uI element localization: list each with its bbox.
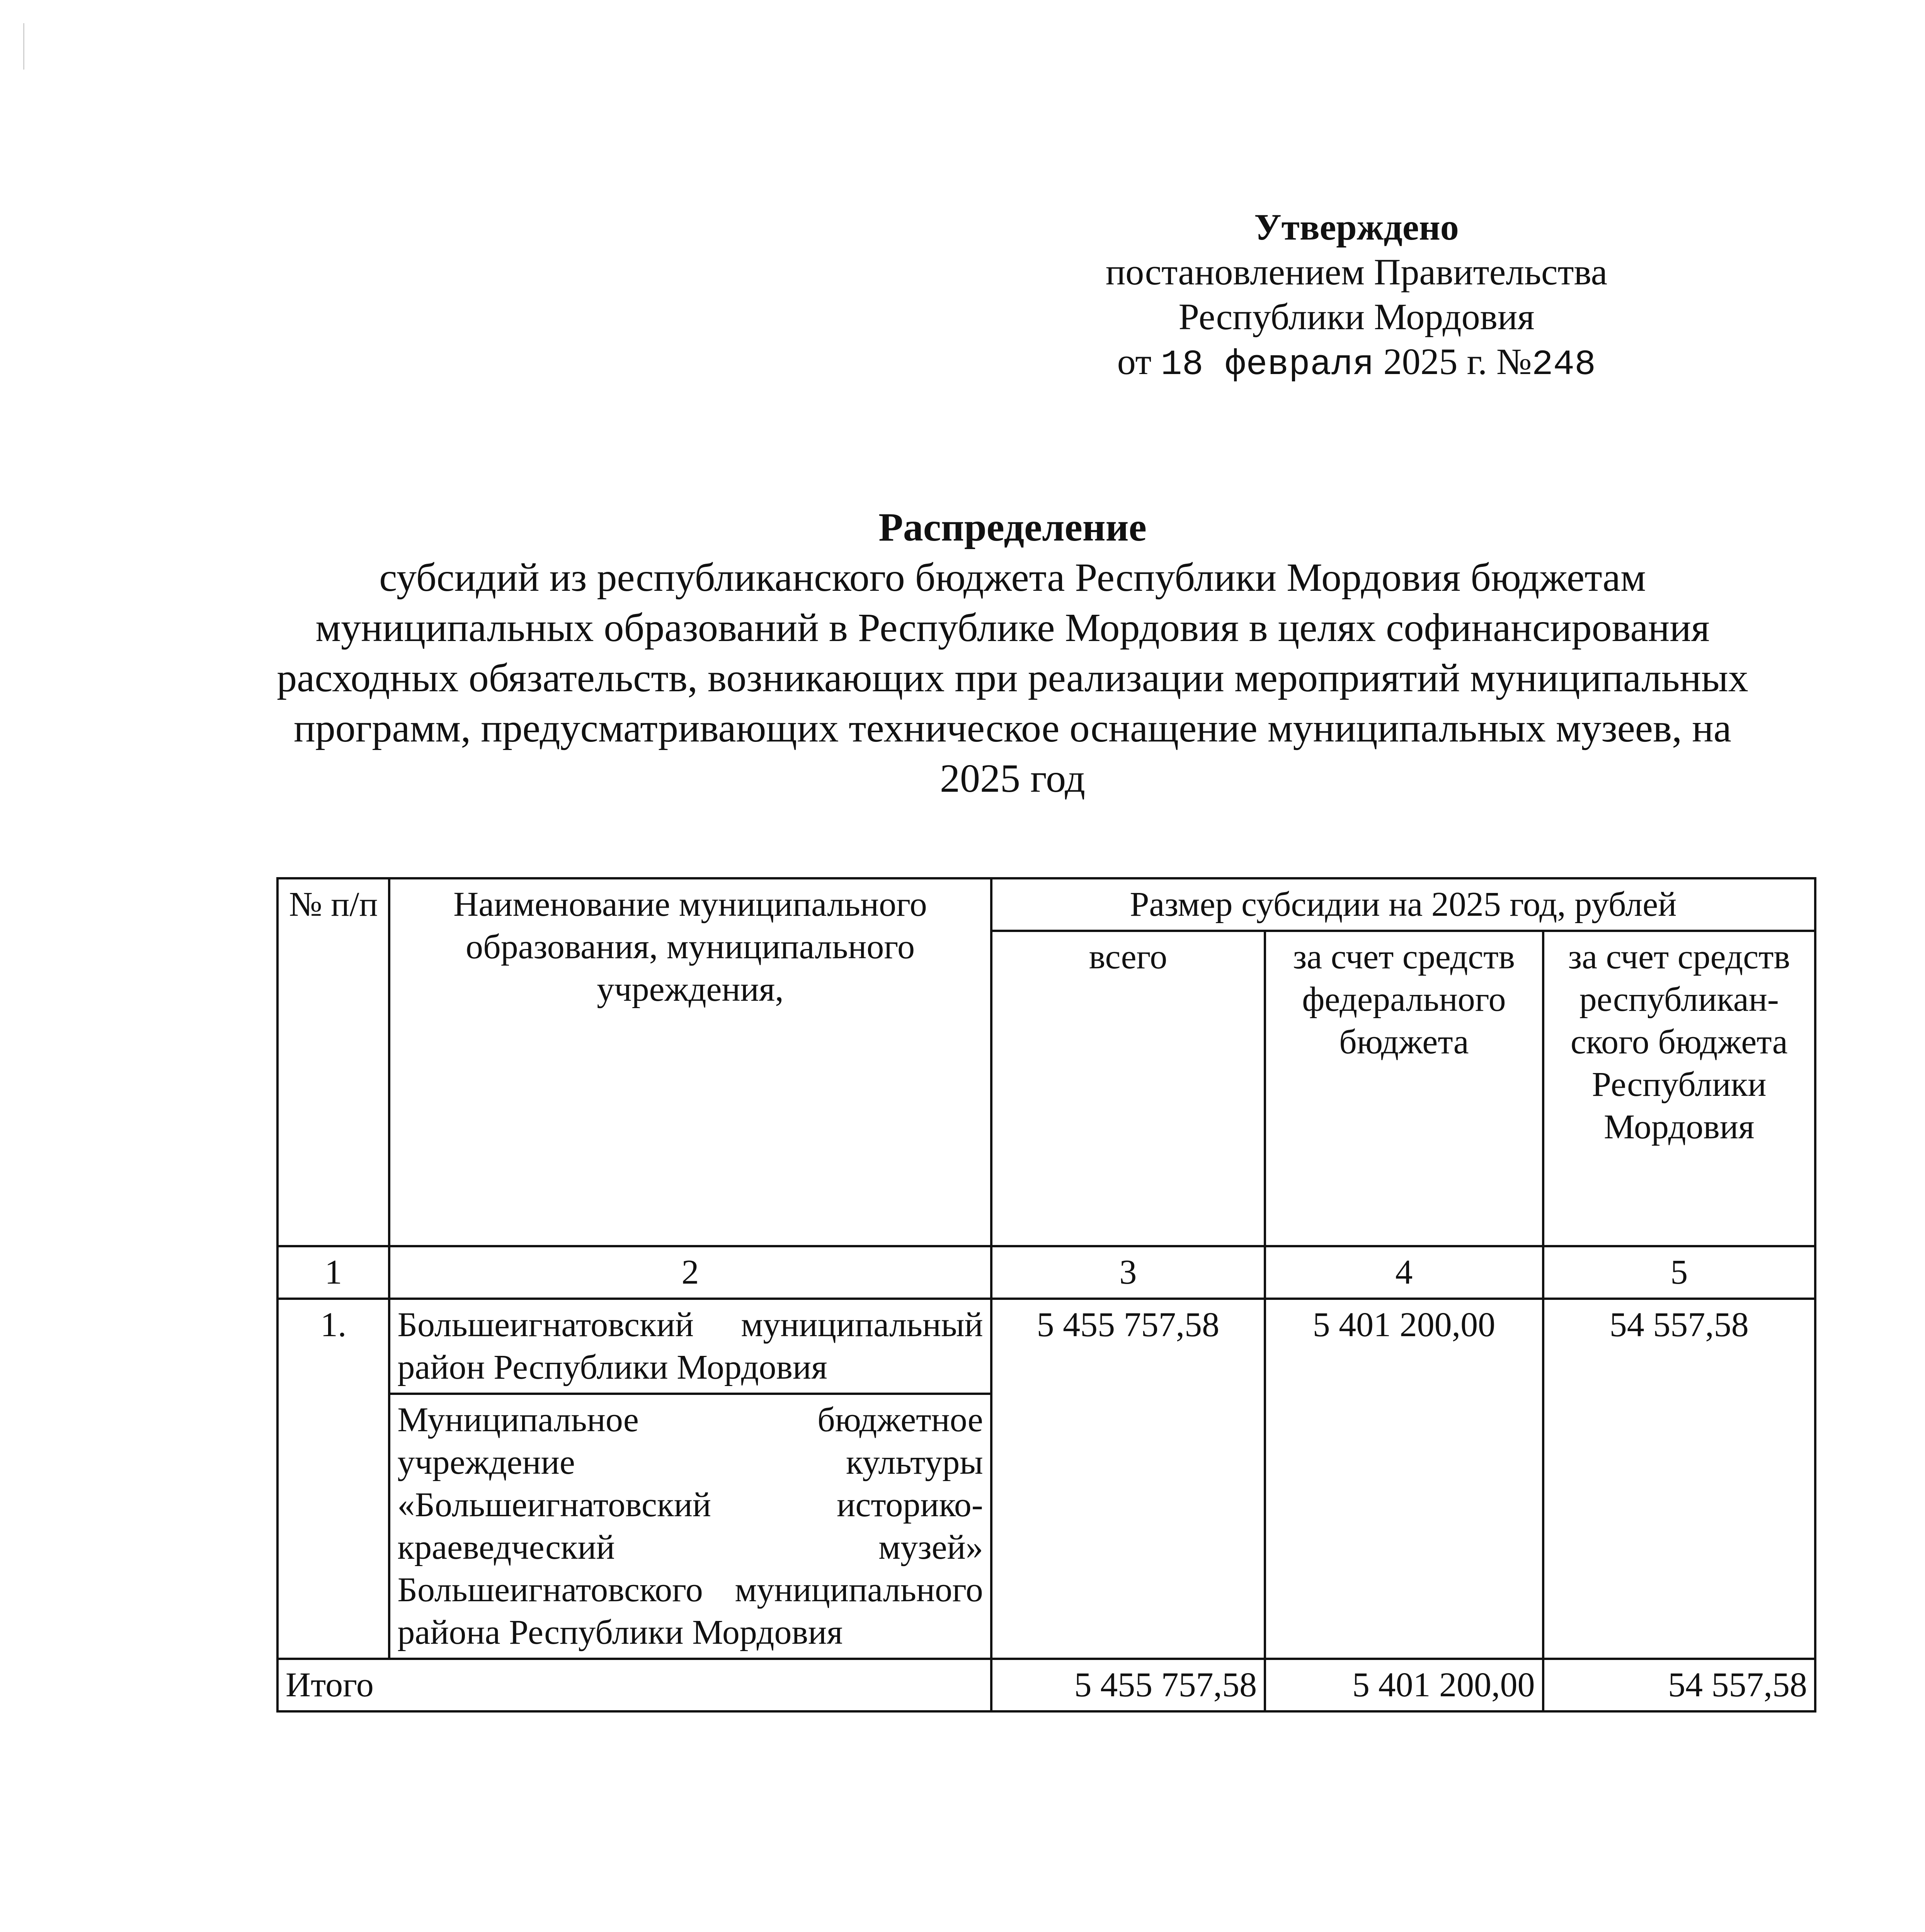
header-row <box>277 878 1815 931</box>
document-number: 248 <box>1532 344 1596 385</box>
column-number: 5 <box>1543 1246 1815 1299</box>
row-federal: 5 401 200,00 <box>1265 1299 1543 1659</box>
table-row <box>277 1299 1815 1394</box>
institution-name: Муниципальное бюджетное учреждение культуры «Большеигнатовский историко-краеведческий музей» Большеигнатовского муниципального района Республики Мордовия <box>389 1394 991 1659</box>
row-republic: 54 557,58 <box>1543 1299 1815 1659</box>
row-number: 1. <box>277 1299 389 1659</box>
scan-artifact-line <box>23 23 24 70</box>
district-name: Большеигнатовский муниципальный район Республики Мордовия <box>389 1299 991 1394</box>
totals-row <box>277 1659 1815 1711</box>
approval-block <box>989 205 1724 387</box>
header-republic: за счет средств республикан-ского бюджета Республики Мордовия <box>1543 931 1815 1246</box>
date-prefix: от <box>1117 341 1152 382</box>
header-name: Наименование муниципального образования, муниципального учреждения, <box>389 878 991 1246</box>
approval-title: Утверждено <box>1254 206 1459 248</box>
heading-text: субсидий из республиканского бюджета Республики Мордовия бюджетам муниципальных образований в Республике Мордовия в целях софинансирования расходных обязательств, возникающих при реализации мероприятий муниципальных программ, предусматривающих техническое оснащение муниципальных музеев, на 2025 год <box>277 555 1748 801</box>
header-federal: за счет средств федерального бюджета <box>1265 931 1543 1246</box>
header-subsidy-size: Размер субсидии на 2025 год, рублей <box>991 878 1815 931</box>
approval-line-2: Республики Мордовия <box>1178 296 1535 337</box>
approval-date-line <box>989 339 1724 387</box>
header-number: № п/п <box>277 878 389 1246</box>
header-total: всего <box>991 931 1265 1246</box>
totals-label: Итого <box>277 1659 991 1711</box>
column-number-row <box>277 1246 1815 1299</box>
document-heading <box>271 502 1755 804</box>
column-number: 2 <box>389 1246 991 1299</box>
row-total: 5 455 757,58 <box>991 1299 1265 1659</box>
column-number: 4 <box>1265 1246 1543 1299</box>
totals-federal: 5 401 200,00 <box>1265 1659 1543 1711</box>
year-number-label: 2025 г. № <box>1383 341 1532 382</box>
totals-total: 5 455 757,58 <box>991 1659 1265 1711</box>
column-number: 1 <box>277 1246 389 1299</box>
column-number: 3 <box>991 1246 1265 1299</box>
heading-title: Распределение <box>878 505 1147 549</box>
subsidy-table <box>276 877 1816 1713</box>
approval-line-1: постановлением Правительства <box>1105 251 1608 293</box>
totals-republic: 54 557,58 <box>1543 1659 1815 1711</box>
date-value: 18 февраля <box>1161 344 1374 385</box>
